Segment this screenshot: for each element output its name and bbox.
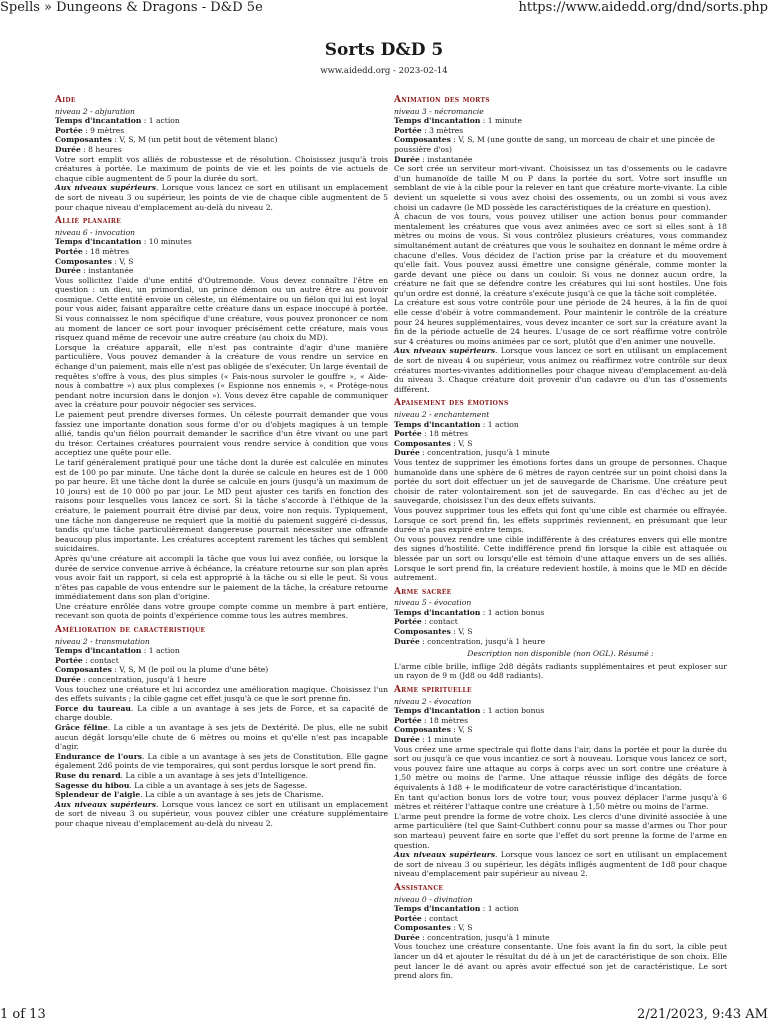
spell-text: Vous créez une arme spectrale qui flotte dans l'air, dans la portée et pour la durée du sort ou jusqu'à ce que vous incantiez ce sort à nouveau. Lorsque vous lancez ce sort, vous pouvez faire une attaque au corps à corps avec un sort contre une créature à 1,50 mètre ou moins de l'arme. Une attaque réussie inflige des dégâts de force équivalents à 1d8 + le modificateur de votre caractéristique d'incantation.: [394, 744, 727, 792]
spell-text-part: Portée: [55, 125, 83, 135]
spell-property: Portée : contact: [394, 617, 458, 627]
spell-text-part: La cible a un avantage à ses jets de Charisme.: [145, 790, 324, 800]
spell-animation-des-morts: Animation des morts niveau 3 - nécromancie Temps d'incantation : 1 minute Portée : 3 mètres Composantes : V, S, M (une goutte de sang, un morceau de chair et une pincée de poussière d'os) Durée : instantanée Ce sort crée un serviteur mort-vivant. Choisissez un tas d'ossements ou le cadavre d'un humanoïde de taille M ou P dans la portée du sort. Votre sort insuffle un semblant de vie à la cible pour la relever en tant que créature morte-vivante. La cible devient un squelette si vous avez choisi des ossements, ou un zombi si vous avez choisi un cadavre (le MD possède les caractéristiques de la créature en question). À chacun de vos tours, vous pouvez utiliser une action bonus pour commander mentalement les créatures que vous avez animées avec ce sort si elles sont à 18 mètres ou moins de vous. Si vous contrôlez plusieurs créatures, vous commandez simultanément autant de créatures que vous le souhaitez en donnant le même ordre à chacune d'elles. Vous décidez de l'action prise par la créature et du mouvement qu'elle fait. Vous pouvez aussi émettre une consigne générale, comme monter la garde devant une pièce ou dans un couloir. Si vous ne donnez aucun ordre, la créature ne fait que se défendre contre les créatures qui lui sont hostiles. Une fois qu'un ordre est donné, la créature s'exécute jusqu'à ce que la tâche soit complétée. La créature est sous votre contrôle pour une période de 24 heures, à la fin de quoi elle cesse d'obéir à votre commandement. Pour maintenir le contrôle de la créature pour 24 heures supplémentaires, vous devez incanter ce sort sur la créature avant la fin de la période actuelle de 24 heures. L'usage de ce sort réaffirme votre contrôle sur 4 créatures ou moins animées par ce sort, plutôt que d'en animer une nouvelle. Aux niveaux supérieurs. Lorsque vous lancez ce sort en utilisant un emplacement de sort de niveau 4 ou supérieur, vous animez ou réaffirmez votre contrôle sur deux créatures mortes-vivantes additionnelles pour chaque niveau d'emplacement au-delà du niveau 3. Chaque créature doit provenir d'un cadavre ou d'un tas d'ossements différent.: [394, 95, 727, 394]
spell-text-part: Endurance de l'ours: [55, 751, 142, 761]
spell-text-part: 1 action: [148, 116, 180, 126]
page-counter: 1 of 13: [0, 1007, 46, 1022]
spell-text-part: Portée: [55, 655, 83, 665]
spell-text-part: Temps d'incantation: [55, 237, 142, 247]
browser-print-footer: [0, 1006, 768, 1024]
right-column: [394, 96, 727, 986]
spell-aide: Aide niveau 2 - abjuration Temps d'incantation : 1 action Portée : 9 mètres Composantes : V, S, M (un petit bout de vêtement blanc) Durée : 8 heures Votre sort emplit vos alliés de robustesse et de résolution. Choisissez jusqu'à trois créatures à portée. Le maximum de points de vie et les points de vie actuels de chaque cible augmentent de 5 pour la durée du sort. Aux niveaux supérieurs. Lorsque vous lancez ce sort en utilisant un emplacement de sort de niveau 3 ou supérieur, les points de vie de chaque cible augmentent de 5 pour chaque niveau d'emplacement au-delà du niveau 2.: [55, 95, 388, 212]
spell-property: Temps d'incantation : 1 action: [55, 646, 180, 656]
spell-text-part: Durée: [394, 448, 420, 458]
spell-text-part: Splendeur de l'aigle: [55, 790, 141, 800]
spell-property: Composantes : V, S, M (le poil ou la plume d'une bête): [55, 665, 269, 675]
spell-text-part: Portée: [394, 913, 422, 923]
spell-property: Temps d'incantation : 1 minute: [394, 116, 522, 126]
spell-text-part: Lorsque vous lancez ce sort en utilisant un emplacement de sort de niveau 4 ou supérieur, vous animez ou réaffirmez votre contrôle sur deux créatures mortes-vivantes additionnelles pour chaque niveau d'emplacement au-delà du niveau 3. Chaque créature doit provenir d'un cadavre ou d'un tas d'ossements différent.: [394, 346, 727, 394]
spell-text-part: Durée: [55, 144, 81, 154]
spell-level: niveau 3 - nécromancie: [394, 106, 484, 116]
spell-text-part: La cible a un avantage à ses jets de Force, et sa capacité de charge double.: [55, 703, 388, 723]
spell-property: Portée : contact: [55, 655, 119, 665]
spell-property: Durée : concentration, jusqu'à 1 heure: [55, 675, 207, 685]
spell-text-part: Durée: [394, 932, 420, 942]
spell-text-part: Portée: [394, 125, 422, 135]
spell-level: niveau 2 - enchantement: [394, 410, 490, 419]
spell-property: Composantes : V, S: [394, 627, 473, 637]
spell-property: Composantes : V, S, M (une goutte de sang, un morceau de chair et une pincée de poussière d'os): [394, 135, 715, 154]
spell-text: La créature est sous votre contrôle pour une période de 24 heures, à la fin de quoi elle cesse d'obéir à votre commandement. Pour maintenir le contrôle de la créature pour 24 heures supplémentaires, vous devez incanter ce sort sur la créature avant la fin de la période actuelle de 24 heures. L'usage de ce sort réaffirme votre contrôle sur 4 créatures ou moins animées par ce sort, plutôt que d'en animer une nouvelle.: [394, 298, 727, 346]
print-timestamp: 2/21/2023, 9:43 AM: [637, 1007, 768, 1022]
spell-property: Durée : instantanée: [394, 154, 473, 164]
spell-text-part: V, S: [458, 627, 473, 637]
spell-text-part: 3 mètres: [429, 125, 464, 135]
spell-text-part: 18 mètres: [429, 715, 468, 725]
header-url[interactable]: https://www.aidedd.org/dnd/sorts.php: [518, 0, 768, 15]
spell-property: Composantes : V, S: [55, 256, 134, 266]
spell-text-part: Temps d'incantation: [394, 419, 481, 429]
spell-name: Animation des morts: [394, 95, 490, 105]
spell-property: Composantes : V, S: [394, 923, 473, 933]
spell-text: L'arme cible brille, inflige 2d8 dégâts radiants supplémentaires et peut exploser sur un rayon de 9 m (Jd8 ou 4d8 radiants).: [394, 661, 727, 681]
spell-text-part: Temps d'incantation: [394, 706, 481, 716]
spell-property: Durée : concentration, jusqu'à 1 heure: [394, 636, 546, 646]
spell-name: Assistance: [394, 882, 444, 893]
spell-text: Le paiement peut prendre diverses formes. Un céleste pourrait demander que vous fassiez une importante donation sous forme d'or ou d'objets magiques à un temple allié, tandis qu'un fiélon pourrait demander le sacrifice d'un être vivant ou une part du trésor. Certaines créatures pourraient vous rendre service à condition que vous acceptiez une quête pour elle.: [55, 410, 388, 458]
spell-text-part: 10 minutes: [148, 237, 192, 247]
spell-property: Temps d'incantation : 1 action bonus: [394, 607, 545, 617]
spell-text-part: Temps d'incantation: [55, 116, 142, 126]
spell-property: Portée : 18 mètres: [394, 429, 468, 439]
spell-text-part: concentration, jusqu'à 1 heure: [88, 675, 207, 685]
spell-text: Vous touchez une créature consentante. Une fois avant la fin du sort, la cible peut lancer un d4 et ajouter le résultat du dé à un jet de caractéristique de son choix. Elle peut lancer le dé avant ou après avoir effectué son jet de caractéristique. Le sort prend alors fin.: [394, 942, 727, 981]
spell-text-part: Aux niveaux supérieurs: [394, 850, 495, 860]
spell-text: Vous tentez de supprimer les émotions fortes dans un groupe de personnes. Chaque humanoïde dans une sphère de 6 mètres de rayon centrée sur un point choisi dans la portée du sort doit effectuer un jet de sauvegarde de Charisme. Une créature peut choisir de rater volontairement son jet de sauvegarde. En cas d'échec au jet de sauvegarde, choisissez l'un des deux effets suivants.: [394, 457, 727, 506]
spell-text-part: Composantes: [394, 135, 451, 145]
spell-text-part: La cible a un avantage à ses jets de Dextérité. De plus, elle ne subit aucun dégât lorsqu'elle chute de 6 mètres ou moins et qu'elle n'est pas incapable d'agir.: [55, 723, 389, 752]
spell-text-part: Temps d'incantation: [55, 646, 142, 656]
spell-text-part: Force du taureau: [55, 703, 131, 713]
spell-property: Temps d'incantation : 1 action bonus: [394, 706, 545, 716]
spell-property: Durée : 8 heures: [55, 144, 122, 154]
spell-text: Après qu'une créature ait accompli la tâche que vous lui avez confiée, ou lorsque la durée de service convenue arrive à échéance, la créature retourne sur son plan après vous avoir fait un rapport, si cela est approprié à la tâche ou si elle le peut. Si vous n'êtes pas capable de vous entendre sur le paiement de la tâche, la créature retourne immédiatement dans son plan d'origine.: [55, 553, 388, 602]
spell-text-part: Portée: [55, 246, 83, 256]
spell-text-part: V, S, M (un petit bout de vêtement blanc): [119, 135, 278, 145]
spell-text: Vous pouvez supprimer tous les effets qui font qu'une cible est charmée ou effrayée. Lorsque ce sort prend fin, les effets supprimés reviennent, en présumant que leur durée n'a pas expiré entre temps.: [394, 505, 727, 535]
spell-level: niveau 6 - invocation: [55, 227, 136, 237]
spell-text-part: Durée: [394, 636, 420, 646]
spell-text-part: V, S: [119, 256, 134, 266]
spell-text-part: contact: [90, 655, 119, 665]
spell-level: niveau 2 - abjuration: [55, 106, 135, 116]
spell-property: Temps d'incantation : 1 action: [394, 904, 519, 914]
spell-text-part: V, S, M (une goutte de sang, un morceau de chair et une pincée de poussière d'os): [394, 135, 715, 154]
spell-text-part: Portée: [394, 429, 422, 439]
spell-level: niveau 0 - divination: [394, 894, 473, 904]
spell-text-part: contact: [429, 913, 458, 923]
header-page-title: Spells » Dungeons & Dragons - D&D 5e: [0, 0, 263, 15]
spell-text-part: Temps d'incantation: [394, 904, 481, 914]
spell-text-part: Composantes: [55, 135, 112, 145]
spell-property: Portée : contact: [394, 913, 458, 923]
browser-print-header: [0, 0, 768, 18]
spell-text-part: 18 mètres: [429, 429, 468, 439]
spell-text-part: 9 mètres: [90, 125, 125, 135]
spell-amelioration: Amélioration de caractéristique niveau 2 - transmutation Temps d'incantation : 1 action Portée : contact Composantes : V, S, M (le poil ou la plume d'une bête) Durée : concentration, jusqu'à 1 heure Vous touchez une créature et lui accordez une amélioration magique. Choisissez l'un des effets suivants ; la cible gagne cet effet jusqu'à ce que le sort prenne fin. Force du taureau. La cible a un avantage à ses jets de Force, et sa capacité de charge double. Grâce féline. La cible a un avantage à ses jets de Dextérité. De plus, elle ne subit aucun dégât lorsqu'elle chute de 6 mètres ou moins et qu'elle n'est pas incapable d'agir. Endurance de l'ours. La cible a un avantage à ses jets de Constitution. Elle gagne également 2d6 points de vie temporaires, qui sont perdus lorsque le sort prend fin. Ruse du renard. La cible a un avantage à ses jets d'Intelligence. Sagesse du hibou. La cible a un avantage à ses jets de Sagesse. Splendeur de l'aigle. La cible a un avantage à ses jets de Charisme. Aux niveaux supérieurs. Lorsque vous lancez ce sort en utilisant un emplacement de sort de niveau 3 ou supérieur, vous pouvez cibler une créature supplémentaire pour chaque niveau d'emplacement au-delà du niveau 2.: [55, 625, 389, 828]
document-title: Sorts D&D 5: [324, 40, 444, 60]
spell-text-part: instantanée: [88, 266, 134, 276]
spell-text-part: Lorsque vous lancez ce sort en utilisant un emplacement de sort de niveau 3 ou supérieur, vous pouvez cibler une créature supplémentaire pour chaque niveau d'emplacement au-delà du niveau 2.: [55, 799, 388, 828]
spell-allie-planaire: [55, 217, 388, 621]
spell-property: Portée : 18 mètres: [55, 246, 129, 256]
spell-text-part: 1 minute: [487, 116, 522, 126]
spell-property: Portée : 3 mètres: [394, 125, 464, 135]
spell-text-part: Composantes: [55, 665, 112, 675]
spell-text-part: La cible a un avantage à ses jets de Constitution. Elle gagne également 2d6 points de vie temporaires, qui sont perdus lorsque le sort prend fin.: [55, 751, 389, 771]
spell-name: Amélioration de caractéristique: [55, 625, 206, 636]
spell-text-part: 1 action: [487, 904, 519, 914]
spell-level: niveau 2 - évocation: [394, 696, 472, 706]
spell-property: Composantes : V, S: [394, 725, 473, 735]
spell-text-part: V, S: [458, 725, 473, 735]
spell-text-part: Temps d'incantation: [394, 607, 481, 617]
spell-text: Ou vous pouvez rendre une cible indifférente à des créatures envers qui elle montre des signes d'hostilité. Cette indifférence prend fin lorsque la cible est attaquée ou blessée par un sort ou lorsqu'elle est témoin d'une attaque envers un de ses alliés. Lorsque le sort prend fin, la créature redevient hostile, à moins que le MD en décide autrement.: [394, 534, 727, 583]
spell-text-part: Ruse du renard: [55, 770, 121, 780]
spell-text: Vous sollicitez l'aide d'une entité d'Outremonde. Vous devez connaître l'être en question : un dieu, un primordial, un prince démon ou un autre être au pouvoir cosmique. Cette entité envoie un céleste, un élémentaire ou un fiélon qui lui est loyal pour vous aider, faisant apparaître cette créature dans un espace inoccupé à portée. Si vous connaissez le nom spécifique d'une créature, vous pouvez prononcer ce nom au moment de lancer ce sort pour invoquer précisément cette créature, mais vous risquez quand même de recevoir une autre créature (au choix du MD).: [55, 275, 388, 343]
spell-level: niveau 5 - évocation: [394, 598, 472, 608]
spell-text-part: Durée: [394, 735, 420, 744]
spell-text-part: instantanée: [427, 154, 473, 164]
spell-text-part: Composantes: [394, 725, 451, 735]
spell-property: Portée : 9 mètres: [55, 125, 125, 135]
spell-text: Le tarif généralement pratiqué pour une tâche dont la durée est calculée en minutes est de 100 po par minute. Une tâche dont la durée se calcule en heures est de 1 000 po par heure. Et une tâche dont la durée se calcule en jours (jusqu'à un maximum de 10 jours) est de 10 000 po par jour. Le MD peut ajuster ces tarifs en fonction des raisons pour lesquelles vous lancez ce sort. Si la tâche s'accorde à l'éthique de la créature, le paiement pourrait être divisé par deux, voire non requis. Typiquement, une tâche non dangereuse ne requiert que la moitié du paiement suggéré ci-dessus, tandis qu'une tâche particulièrement dangereuse pourrait nécessiter une offrande beaucoup plus importante. Les créatures acceptent rarement les tâches qui semblent suicidaires.: [55, 457, 388, 554]
spell-text-part: contact: [429, 617, 458, 627]
spell-text-part: Durée: [55, 675, 81, 685]
spell-text: À chacun de vos tours, vous pouvez utiliser une action bonus pour commander mentalement les créatures que vous avez animées avec ce sort si elles sont à 18 mètres ou moins de vous. Si vous contrôlez plusieurs créatures, vous commandez simultanément autant de créatures que vous le souhaitez en donnant le même ordre à chacune d'elles. Vous décidez de l'action prise par la créature et du mouvement qu'elle fait. Vous pouvez aussi émettre une consigne générale, comme monter la garde devant une pièce ou dans un couloir. Si vous ne donnez aucun ordre, la créature ne fait que se défendre contre les créatures qui lui sont hostiles. Une fois qu'un ordre est donné, la créature s'exécute jusqu'à ce que la tâche soit complétée.: [394, 212, 727, 298]
spell-text-part: V, S: [458, 438, 473, 448]
spell-text-part: 1 action bonus: [487, 607, 545, 617]
spell-text-part: V, S, M (le poil ou la plume d'une bête): [119, 665, 269, 675]
spell-property: Durée : concentration, jusqu'à 1 minute: [394, 448, 550, 458]
spell-text-part: Portée: [394, 617, 422, 627]
spell-name: Apaisement des émotions: [394, 398, 509, 409]
spell-text-part: Composantes: [394, 438, 451, 448]
spell-property: Composantes : V, S: [394, 438, 473, 448]
spell-text-part: concentration, jusqu'à 1 minute: [427, 932, 550, 942]
spell-property: Durée : 1 minute: [394, 735, 462, 744]
spell-apaisement: [394, 399, 727, 582]
spell-text-part: concentration, jusqu'à 1 heure: [427, 636, 546, 646]
spell-text-part: 1 action bonus: [487, 706, 545, 716]
spell-property: Durée : instantanée: [55, 266, 134, 276]
spell-arme-spirituelle: Arme spirituelle niveau 2 - évocation Temps d'incantation : 1 action bonus Portée : 18 mètres Composantes : V, S Durée : 1 minute Vous créez une arme spectrale qui flotte dans l'air, dans la portée et pour la durée du sort ou jusqu'à ce que vous incantiez ce sort à nouveau. Lorsque vous lancez ce sort, vous pouvez faire une attaque au corps à corps avec un sort contre une créature à 1,50 mètre ou moins de l'arme. Une attaque réussie inflige des dégâts de force équivalents à 1d8 + le modificateur de votre caractéristique d'incantation. En tant qu'action bonus lors de votre tour, vous pouvez déplacer l'arme jusqu'à 6 mètres et réitérer l'attaque contre une créature à 1,50 mètre ou moins de l'arme. L'arme peut prendre la forme de votre choix. Les clercs d'une divinité associée à une arme particulière (tel que Saint-Cuthbert connu pour sa masse d'armes ou Thor pour son marteau) peuvent faire en sorte que l'effet du sort prenne la forme de l'arme en question. Aux niveaux supérieurs. Lorsque vous lancez ce sort en utilisant un emplacement de sort de niveau 3 ou supérieur, les dégâts infligés augmentent de 1d8 pour chaque niveau d'emplacement pair supérieur au niveau 2.: [394, 685, 727, 879]
spell-text-part: Portée: [394, 715, 422, 725]
spell-text-part: Lorsque vous lancez ce sort en utilisant un emplacement de sort de niveau 3 ou supérieur, les dégâts infligés augmentent de 1d8 pour chaque niveau d'emplacement pair supérieur au niveau 2.: [394, 850, 727, 879]
spell-name: Aide: [55, 95, 76, 105]
spell-assistance: [394, 884, 727, 981]
spell-text-part: Sagesse du hibou: [55, 780, 130, 790]
spell-text-part: Aux niveaux supérieurs: [55, 183, 156, 193]
spell-text: L'arme peut prendre la forme de votre choix. Les clercs d'une divinité associée à une arme particulière (tel que Saint-Cuthbert connu pour sa masse d'armes ou Thor pour son marteau) peuvent faire en sorte que l'effet du sort prenne la forme de l'arme en question.: [394, 811, 727, 850]
spell-text-part: Composantes: [55, 256, 112, 266]
spell-property: Durée : concentration, jusqu'à 1 minute: [394, 932, 550, 942]
spell-text: Ce sort crée un serviteur mort-vivant. Choisissez un tas d'ossements ou le cadavre d'un humanoïde de taille M ou P dans la portée du sort. Votre sort insuffle un semblant de vie à la cible pour la relever en tant que créature morte-vivante. La cible devient un squelette si vous avez choisi des ossements, ou un zombi si vous avez choisi un cadavre (le MD possède les caractéristiques de la créature en question).: [394, 164, 727, 212]
spell-property: Temps d'incantation : 1 action: [394, 419, 519, 429]
left-column: [55, 96, 388, 834]
spell-property: Temps d'incantation : 10 minutes: [55, 237, 192, 247]
spell-text-part: Grâce féline: [55, 723, 108, 732]
spell-text-part: Aux niveaux supérieurs: [394, 346, 495, 356]
spell-text-part: 1 action: [487, 419, 519, 429]
spell-property: Portée : 18 mètres: [394, 715, 468, 725]
spell-text-part: 1 minute: [427, 735, 462, 744]
spell-text-part: La cible a un avantage à ses jets de Sagesse.: [134, 780, 308, 790]
spell-text-part: 1 action: [148, 646, 180, 656]
spell-text: En tant qu'action bonus lors de votre tour, vous pouvez déplacer l'arme jusqu'à 6 mètres et réitérer l'attaque contre une créature à 1,50 mètre ou moins de l'arme.: [394, 792, 727, 812]
spell-text-part: Lorsque vous lancez ce sort en utilisant un emplacement de sort de niveau 3 ou supérieur, les points de vie de chaque cible augmentent de 5 pour chaque niveau d'emplacement au-delà du niveau 2.: [55, 183, 388, 212]
spell-name: Arme spirituelle: [394, 685, 472, 696]
spell-text-part: Durée: [55, 266, 81, 276]
spell-level: niveau 2 - transmutation: [55, 636, 150, 646]
spell-name: Arme sacrée: [394, 586, 452, 597]
document-subtitle: www.aidedd.org - 2023-02-14: [320, 66, 448, 76]
spell-text: Une créature enrôlée dans votre groupe compte comme un membre à part entière, recevant son quota de points d'expérience comme tous les autres membres.: [55, 601, 388, 621]
spell-text-part: Temps d'incantation: [394, 116, 481, 126]
spell-text: Vous touchez une créature et lui accordez une amélioration magique. Choisissez l'un des effets suivants ; la cible gagne cet effet jusqu'à ce que le sort prenne fin.: [55, 684, 388, 704]
spell-note: Description non disponible (non OGL). Résumé :: [467, 649, 654, 659]
spell-text-part: 18 mètres: [90, 246, 129, 256]
spell-text: Votre sort emplit vos alliés de robustesse et de résolution. Choisissez jusqu'à trois créatures à portée. Le maximum de points de vie et les points de vie actuels de chaque cible augmentent de 5 pour la durée du sort.: [55, 154, 388, 183]
spell-text-part: concentration, jusqu'à 1 minute: [427, 448, 550, 458]
spell-property: Composantes : V, S, M (un petit bout de vêtement blanc): [55, 135, 278, 145]
spell-text: Lorsque la créature apparaît, elle n'est pas contrainte d'agir d'une manière particulière. Vous pouvez demander à la créature de vous rendre un service en échange d'un paiement, mais elle n'est pas obligée de s'exécuter. Un large éventail de requêtes s'offre à vous, des plus simples (« Fais-nous survoler le gouffre », « Aide-nous à combattre ») aux plus complexes (« Espionne nos ennemis », « Protège-nous pendant notre incursion dans le donjon »). Vous devez être capable de communiquer avec la créature pour pouvoir négocier ses services.: [55, 342, 388, 410]
spell-arme-sacree: [394, 588, 727, 681]
spell-text-part: Composantes: [394, 923, 451, 933]
spell-text-part: La cible a un avantage à ses jets d'Intelligence.: [125, 770, 308, 780]
spell-property: Temps d'incantation : 1 action: [55, 116, 180, 126]
spell-text-part: Durée: [394, 154, 420, 164]
spell-text-part: Composantes: [394, 627, 451, 637]
spell-text-part: 8 heures: [88, 144, 122, 154]
spell-text-part: Aux niveaux supérieurs: [55, 799, 156, 809]
spell-name: Allié planaire: [55, 216, 122, 227]
spell-text-part: V, S: [458, 923, 473, 933]
